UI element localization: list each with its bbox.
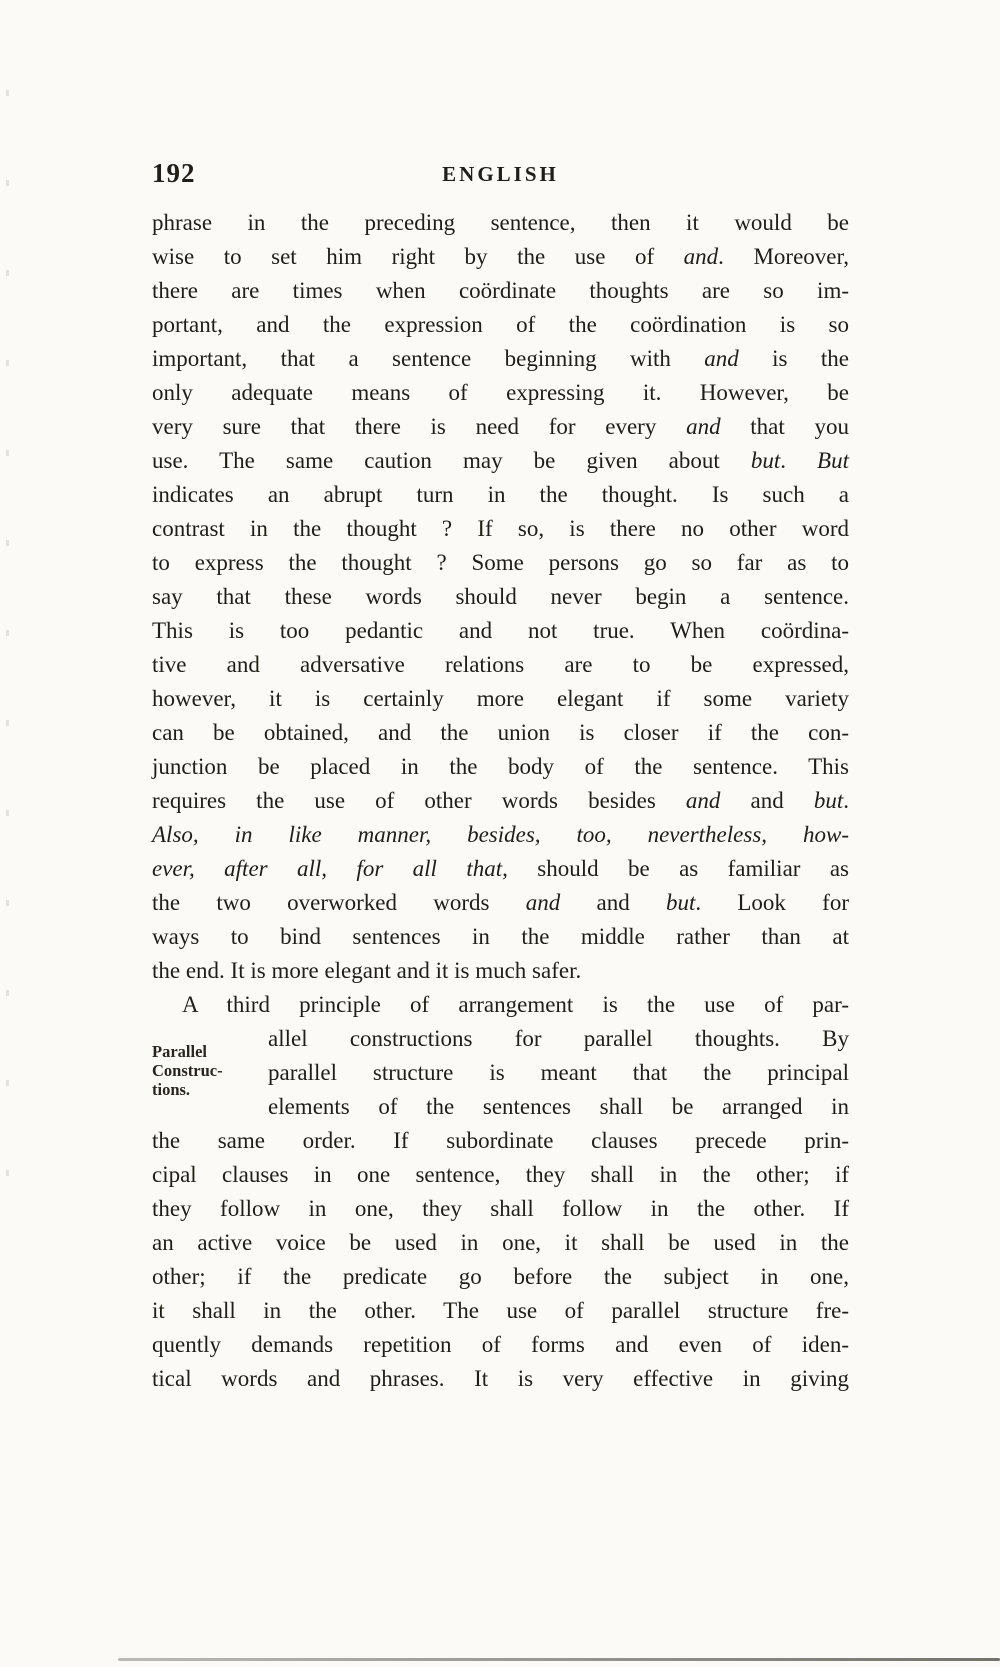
text-line: This is too pedantic and not true. When coördina- <box>152 618 849 643</box>
running-header: ENGLISH <box>442 162 559 186</box>
body-text <box>152 206 849 1396</box>
margin-note-line: Construc- <box>152 1061 223 1080</box>
scan-artifact-bottom-edge <box>118 1658 1000 1661</box>
text-line: tical words and phrases. It is very effective in giving <box>152 1366 849 1391</box>
text-line: only adequate means of expressing it. However, be <box>152 380 849 405</box>
text-line: however, it is certainly more elegant if some variety <box>152 686 849 711</box>
text-line: important, that a sentence beginning with and is the <box>152 346 849 371</box>
text-line: very sure that there is need for every and that you <box>152 414 849 439</box>
text-line: wise to set him right by the use of and. Moreover, <box>152 244 849 269</box>
text-line: they follow in one, they shall follow in the other. If <box>152 1196 849 1221</box>
text-line: A third principle of arrangement is the use of par- <box>182 992 849 1017</box>
page-header <box>152 158 849 192</box>
text-line: indicates an abrupt turn in the thought. Is such a <box>152 482 849 507</box>
text-line: Also, in like manner, besides, too, nevertheless, how- <box>152 822 849 847</box>
text-line: it shall in the other. The use of parallel structure fre- <box>152 1298 849 1323</box>
margin-note-line: Parallel <box>152 1042 207 1061</box>
text-line: portant, and the expression of the coördination is so <box>152 312 849 337</box>
margin-note <box>152 1042 264 1099</box>
text-line: use. The same caution may be given about but. But <box>152 448 849 473</box>
text-line: parallel structure is meant that the principal <box>268 1060 849 1085</box>
text-line: allel constructions for parallel thoughts. By <box>268 1026 849 1051</box>
text-line: the two overworked words and and but. Look for <box>152 890 849 915</box>
text-line: contrast in the thought ? If so, is there no other word <box>152 516 849 541</box>
text-line: other; if the predicate go before the subject in one, <box>152 1264 849 1289</box>
text-line: ways to bind sentences in the middle rather than at <box>152 924 849 949</box>
text-line: junction be placed in the body of the sentence. This <box>152 754 849 779</box>
page-number: 192 <box>152 158 196 188</box>
text-line: phrase in the preceding sentence, then it would be <box>152 210 849 235</box>
text-line: ever, after all, for all that, should be as familiar as <box>152 856 849 881</box>
scan-artifact-left <box>6 90 9 1190</box>
text-line: can be obtained, and the union is closer if the con- <box>152 720 849 745</box>
text-line: to express the thought ? Some persons go so far as to <box>152 550 849 575</box>
text-line: tive and adversative relations are to be expressed, <box>152 652 849 677</box>
text-line: the same order. If subordinate clauses precede prin- <box>152 1128 849 1153</box>
text-line: an active voice be used in one, it shall be used in the <box>152 1230 849 1255</box>
text-line: cipal clauses in one sentence, they shall in the other; if <box>152 1162 849 1187</box>
text-line: there are times when coördinate thoughts are so im- <box>152 278 849 303</box>
text-line: the end. It is more elegant and it is much safer. <box>152 958 582 983</box>
text-line: quently demands repetition of forms and even of iden- <box>152 1332 849 1357</box>
text-line: say that these words should never begin a sentence. <box>152 584 849 609</box>
margin-note-line: tions. <box>152 1080 191 1099</box>
text-line: elements of the sentences shall be arranged in <box>268 1094 849 1119</box>
text-line: requires the use of other words besides and and but. <box>152 788 849 813</box>
